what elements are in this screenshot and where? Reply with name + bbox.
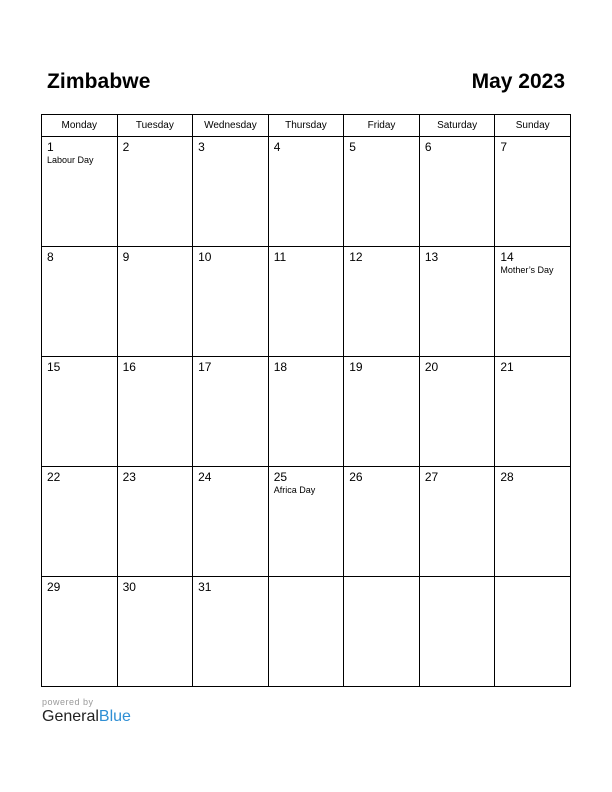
brand-logo [42, 708, 131, 726]
weekday-header: Friday [344, 115, 420, 137]
day-number: 20 [424, 360, 439, 374]
weekday-header: Saturday [419, 115, 495, 137]
day-cell [419, 357, 495, 467]
day-number: 11 [273, 250, 287, 264]
day-cell [42, 357, 118, 467]
day-number: 18 [273, 360, 288, 374]
day-cell [42, 137, 118, 247]
day-number: 6 [424, 140, 432, 154]
weekday-header: Monday [42, 115, 118, 137]
footer-branding [42, 697, 131, 726]
day-cell [268, 137, 344, 247]
day-number: 26 [349, 470, 363, 484]
day-cell [117, 357, 193, 467]
calendar-grid [41, 114, 571, 687]
brand-general: General [42, 708, 99, 725]
day-cell [268, 577, 344, 687]
day-cell [117, 577, 193, 687]
day-cell [495, 357, 571, 467]
weekday-header: Thursday [268, 115, 344, 137]
day-number: 5 [349, 140, 356, 154]
day-cell [495, 577, 571, 687]
day-cell [117, 247, 193, 357]
day-number: 24 [198, 470, 212, 484]
day-number: 2 [122, 140, 130, 154]
week-row [42, 247, 571, 357]
day-number: 7 [500, 140, 508, 154]
day-number: 29 [47, 580, 61, 594]
day-cell [495, 137, 571, 247]
holiday-label: Africa Day [273, 485, 316, 495]
day-cell [117, 467, 193, 577]
day-number: 21 [500, 360, 514, 374]
day-cell [344, 577, 420, 687]
day-cell [419, 137, 495, 247]
day-cell [495, 467, 571, 577]
country-title: Zimbabwe [47, 70, 151, 93]
day-cell [268, 247, 344, 357]
month-year-title: May 2023 [471, 70, 565, 93]
day-number: 23 [122, 470, 136, 484]
day-number: 28 [500, 470, 514, 484]
day-cell [42, 577, 118, 687]
day-cell [419, 577, 495, 687]
day-cell [495, 247, 571, 357]
day-cell [344, 357, 420, 467]
weekday-header-row [42, 115, 571, 137]
brand-blue: Blue [98, 708, 131, 725]
day-cell [193, 357, 269, 467]
day-cell [268, 467, 344, 577]
weekday-header: Tuesday [117, 115, 193, 137]
day-number: 27 [424, 470, 439, 484]
day-cell [419, 467, 495, 577]
weekday-header: Sunday [495, 115, 571, 137]
day-cell [344, 247, 420, 357]
day-number: 1 [47, 140, 54, 154]
day-number: 12 [349, 250, 363, 264]
day-number: 30 [122, 580, 136, 594]
day-cell [42, 247, 118, 357]
day-cell [344, 467, 420, 577]
day-number: 22 [47, 470, 61, 484]
day-cell [268, 357, 344, 467]
day-number: 16 [122, 360, 136, 374]
weekday-header: Wednesday [193, 115, 269, 137]
week-row [42, 357, 571, 467]
day-cell [117, 137, 193, 247]
day-number: 4 [273, 140, 281, 154]
day-cell [193, 467, 269, 577]
day-number: 3 [198, 140, 205, 154]
day-number: 8 [47, 250, 54, 264]
day-cell [42, 467, 118, 577]
day-number: 13 [424, 250, 439, 264]
day-cell [193, 137, 269, 247]
day-cell [419, 247, 495, 357]
powered-by-text: powered by [42, 697, 94, 707]
day-number: 10 [198, 250, 212, 264]
day-number: 25 [273, 470, 288, 484]
holiday-label: Labour Day [47, 155, 94, 165]
week-row [42, 137, 571, 247]
week-row [42, 577, 571, 687]
day-number: 14 [500, 250, 514, 264]
day-number: 17 [198, 360, 212, 374]
week-row [42, 467, 571, 577]
day-number: 15 [47, 360, 61, 374]
day-cell [193, 247, 269, 357]
day-number: 19 [349, 360, 363, 374]
day-number: 31 [198, 580, 212, 594]
day-cell [344, 137, 420, 247]
day-number: 9 [122, 250, 130, 264]
holiday-label: Mother’s Day [500, 265, 554, 275]
day-cell [193, 577, 269, 687]
